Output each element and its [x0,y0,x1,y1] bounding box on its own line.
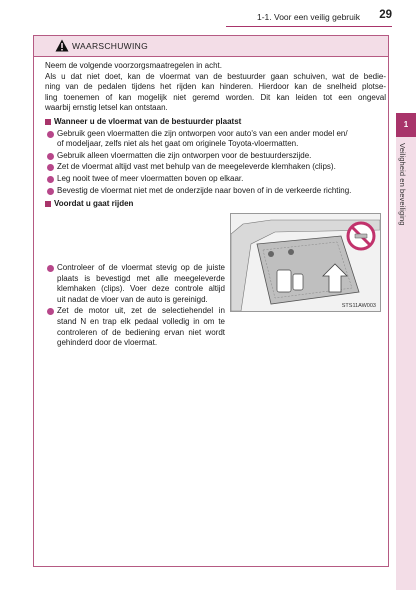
list-item [45,129,386,150]
header-rule [226,26,392,27]
list-item [45,174,386,185]
list-item-line: controleren of de bediening ervan niet wordt [57,327,225,337]
list-item-line: stand N en trap elk pedaal volledig in om te [57,316,225,326]
warning-box [33,35,389,567]
bullet-dot-icon [47,153,54,160]
list-item-line: Zet de vloermat altijd vast met behulp van de meegeleverde klemhaken (clips). [57,162,336,172]
list-item-line: Leg nooit twee of meer vloermatten boven op elkaar. [57,173,244,183]
intro-line: ling toenemen of kan mogelijk niet geremd worden. Dit kan leiden tot een ongeval [45,92,386,102]
intro-line: waarbij ernstig letsel kan ontstaan. [45,103,168,113]
bullet-dot-icon [47,188,54,195]
list-item [45,186,386,197]
section-heading-text: Voordat u gaat rijden [54,199,134,209]
page-header [0,0,416,30]
warning-content [45,61,386,210]
bullet-dot-icon [47,131,54,138]
intro-line: ning van de pedalen tijdens het rijden kan hinderen. Hierdoor kan de snelheid plotse- [45,82,386,92]
floor-mat-illustration [230,213,381,312]
list-item [45,162,386,173]
chapter-tab-number: 1 [396,113,416,137]
warning-title: WAARSCHUWING [72,41,149,51]
list-item-line: klemhaken (clips). Voer deze controle altijd [57,284,225,294]
list-item-line: Gebruik alleen vloermatten die zijn ontworpen voor de bestuurderszijde. [57,150,312,160]
chapter-tab-label: Veiligheid en beveiliging [398,143,407,226]
figure-code: STS11AW003 [341,303,376,309]
section2-content [45,262,225,349]
bullet-dot-icon [47,164,54,171]
section-heading [45,199,386,210]
bullet-dot-icon [47,176,54,183]
list-item-line: Zet de motor uit, zet de selectiehendel in [57,306,225,316]
list-item-line: Gebruik geen vloermatten die zijn ontworpen voor auto's van een ander model en/ [57,128,348,138]
warning-triangle-icon [55,39,69,52]
list-item-line: gehinderd door de vloermat. [57,338,158,348]
list-item-line: plaats is bevestigd met alle meegeleverde [57,273,225,283]
bullet-dot-icon [47,265,54,272]
bullet-dot-icon [47,308,54,315]
page-number: 29 [379,9,392,21]
warning-header [34,36,388,57]
section-square-icon [45,119,51,125]
warning-intro [45,61,386,114]
floor-mat-drawing [231,214,380,311]
list-item-line: Bevestig de vloermat niet met de onderzijde naar boven of in de verkeerde richting. [57,185,352,195]
section-square-icon [45,201,51,207]
section-heading [45,117,386,128]
list-item-line: uit nadat de vloer van de auto is gereinigd. [57,294,208,304]
list-item-line: of modeljaar, zelfs niet als het gaat om originele Toyota-vloermatten. [57,139,299,149]
intro-line: Neem de volgende voorzorgsmaatregelen in acht. [45,61,222,70]
list-item-line: Controleer of de vloermat stevig op de juiste [57,263,225,272]
section-title: 1-1. Voor een veilig gebruik [256,12,360,22]
list-item [45,263,225,305]
intro-line: Als u dat niet doet, kan de vloermat van de bestuurder gaan schuiven, wat de bedie- [45,71,386,81]
list-item [45,306,225,348]
section-heading-text: Wanneer u de vloermat van de bestuurder plaatst [54,116,242,126]
list-item [45,151,386,162]
